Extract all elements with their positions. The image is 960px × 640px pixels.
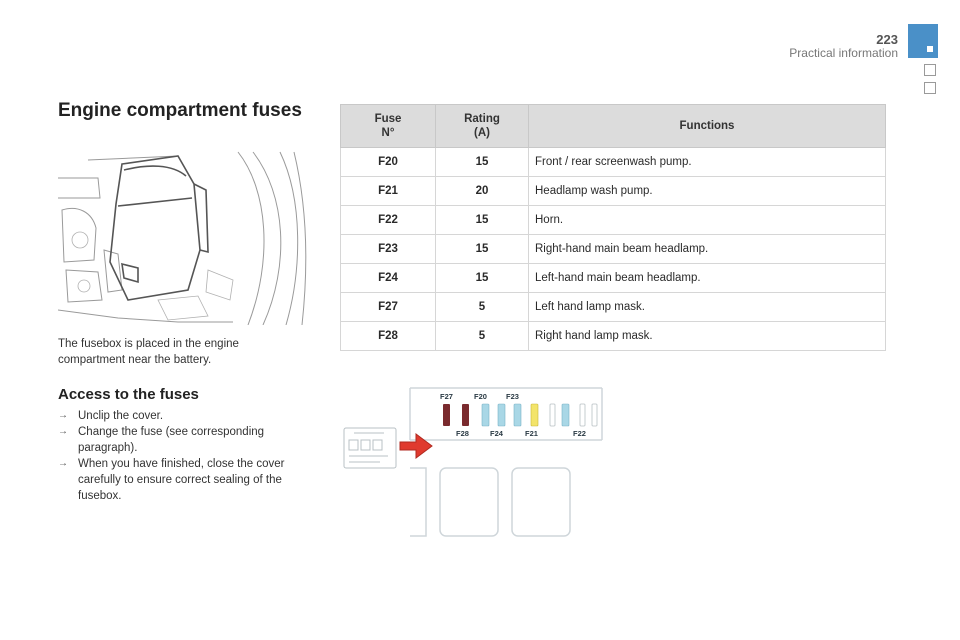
fuse-slots [443, 404, 597, 426]
step-item [58, 456, 308, 504]
fuse-rating: 20 [436, 177, 529, 206]
fuse-label-f28: F28 [456, 429, 469, 438]
table-header-row [341, 105, 886, 148]
column-header-functions: Functions [529, 105, 886, 148]
fuse-label-f27: F27 [440, 392, 453, 401]
section-box-icon [924, 64, 936, 76]
intro-text: The fusebox is placed in the engine compartment near the battery. [58, 338, 239, 366]
table-row [341, 148, 886, 177]
engine-compartment-illustration [58, 150, 308, 325]
column-header-fuse: Fuse N° [341, 105, 436, 148]
fuse-rating: 15 [436, 148, 529, 177]
table-row [341, 177, 886, 206]
fuse-number: F28 [341, 322, 436, 351]
fuse-rating: 15 [436, 264, 529, 293]
table-row [341, 206, 886, 235]
step-text: Unclip the cover. [78, 410, 164, 422]
access-steps [58, 408, 308, 504]
section-tab [908, 24, 938, 58]
arrow-bullet-icon: → [58, 458, 68, 469]
tab-marker-icon [927, 46, 933, 52]
fuse-function: Left-hand main beam headlamp. [529, 264, 886, 293]
fuse-rating: 5 [436, 293, 529, 322]
table-row [341, 293, 886, 322]
step-text: When you have finished, close the cover carefully to ensure correct sealing of the fusebox. [78, 458, 285, 502]
fuse-function: Right-hand main beam headlamp. [529, 235, 886, 264]
page-number: 223 [876, 32, 898, 47]
table-row [341, 235, 886, 264]
fuse-rating: 5 [436, 322, 529, 351]
section-title: Practical information [789, 46, 898, 60]
fuse-label-f22: F22 [573, 429, 586, 438]
step-text: Change the fuse (see corresponding paragraph). [78, 426, 265, 454]
fusebox-diagram [340, 384, 610, 544]
fuse-number: F27 [341, 293, 436, 322]
fuse-number: F20 [341, 148, 436, 177]
step-item [58, 408, 308, 424]
step-item [58, 424, 308, 456]
access-heading: Access to the fuses [58, 386, 199, 403]
fuse-number: F23 [341, 235, 436, 264]
fuse-rating: 15 [436, 206, 529, 235]
table-row [341, 264, 886, 293]
fuse-label-f21: F21 [525, 429, 538, 438]
fuse-table [340, 104, 886, 351]
fuse-function: Headlamp wash pump. [529, 177, 886, 206]
fuse-number: F22 [341, 206, 436, 235]
column-header-rating: Rating (A) [436, 105, 529, 148]
arrow-bullet-icon: → [58, 426, 68, 437]
page-title: Engine compartment fuses [58, 100, 302, 121]
fuse-function: Horn. [529, 206, 886, 235]
fuse-number: F21 [341, 177, 436, 206]
section-box-icon [924, 82, 936, 94]
fuse-function: Right hand lamp mask. [529, 322, 886, 351]
fuse-function: Front / rear screenwash pump. [529, 148, 886, 177]
table-row [341, 322, 886, 351]
fuse-label-f20: F20 [474, 392, 487, 401]
fuse-number: F24 [341, 264, 436, 293]
fuse-label-f23: F23 [506, 392, 519, 401]
fuse-label-f24: F24 [490, 429, 503, 438]
fuse-rating: 15 [436, 235, 529, 264]
arrow-bullet-icon: → [58, 410, 68, 421]
fuse-function: Left hand lamp mask. [529, 293, 886, 322]
